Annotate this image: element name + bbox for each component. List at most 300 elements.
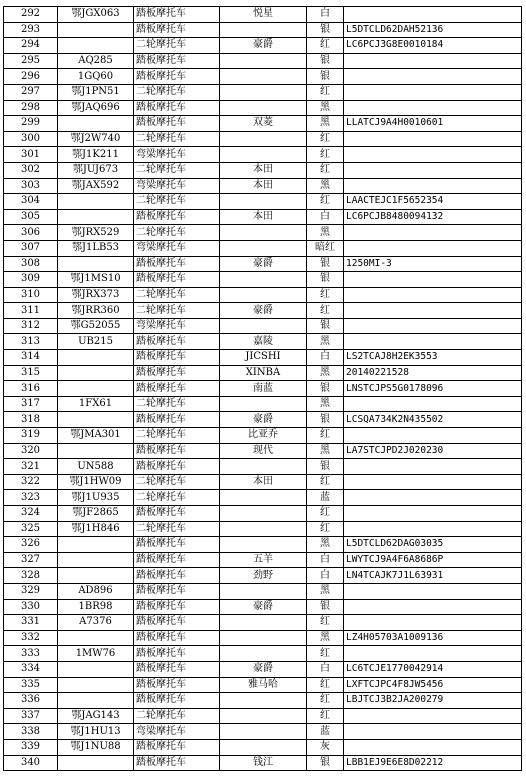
plate-number-cell: 鄂J1K211 (58, 147, 134, 163)
vehicle-type-cell: 踏板摩托车 (134, 443, 220, 459)
vin-number-cell: LAACTEJC1F5652354 (344, 194, 522, 210)
vehicle-type-cell: 二轮摩托车 (134, 225, 220, 241)
table-row (4, 225, 522, 241)
row-number-cell: 296 (4, 69, 58, 85)
brand-name-cell (220, 100, 307, 116)
plate-number-cell: 鄂JAQ696 (58, 100, 134, 116)
row-number-cell: 306 (4, 225, 58, 241)
plate-number-cell (58, 365, 134, 381)
vin-number-cell: LC6TCJE1770042914 (344, 661, 522, 677)
plate-number-cell: 鄂J1LB53 (58, 240, 134, 256)
plate-number-cell: 鄂J1MS10 (58, 272, 134, 288)
row-number-cell: 323 (4, 490, 58, 506)
plate-number-cell: 1FX61 (58, 396, 134, 412)
brand-name-cell (220, 615, 307, 631)
brand-name-cell (220, 287, 307, 303)
vehicle-type-cell: 踏板摩托车 (134, 739, 220, 755)
vehicle-color-cell: 红 (307, 84, 344, 100)
plate-number-cell (58, 661, 134, 677)
vehicle-color-cell: 银 (307, 53, 344, 69)
row-number-cell: 294 (4, 38, 58, 54)
row-number-cell: 324 (4, 506, 58, 522)
vehicle-color-cell: 黑 (307, 537, 344, 553)
row-number-cell: 292 (4, 7, 58, 23)
table-row (4, 396, 522, 412)
brand-name-cell (220, 724, 307, 740)
brand-name-cell (220, 630, 307, 646)
table-row (4, 194, 522, 210)
brand-name-cell: 豪爵 (220, 599, 307, 615)
table-row (4, 646, 522, 662)
plate-number-cell: 鄂JMA301 (58, 428, 134, 444)
row-number-cell: 316 (4, 381, 58, 397)
vehicle-type-cell: 踏板摩托车 (134, 116, 220, 132)
vehicle-color-cell: 红 (307, 506, 344, 522)
brand-name-cell (220, 537, 307, 553)
brand-name-cell: 本田 (220, 178, 307, 194)
table-row (4, 147, 522, 163)
vin-number-cell: LZ4H05703A1009136 (344, 630, 522, 646)
row-number-cell: 303 (4, 178, 58, 194)
table-row (4, 506, 522, 522)
vehicle-color-cell: 黑 (307, 225, 344, 241)
vehicle-type-cell: 二轮摩托车 (134, 287, 220, 303)
vehicle-type-cell: 弯梁摩托车 (134, 724, 220, 740)
brand-name-cell: 比亚乔 (220, 428, 307, 444)
vehicle-color-cell: 灰 (307, 739, 344, 755)
row-number-cell: 322 (4, 474, 58, 490)
vehicle-table (3, 6, 522, 771)
plate-number-cell: 1GQ60 (58, 69, 134, 85)
table-row (4, 630, 522, 646)
brand-name-cell (220, 506, 307, 522)
brand-name-cell (220, 147, 307, 163)
plate-number-cell: 鄂J1PN51 (58, 84, 134, 100)
table-row (4, 53, 522, 69)
row-number-cell: 297 (4, 84, 58, 100)
table-row (4, 677, 522, 693)
brand-name-cell: 豪爵 (220, 412, 307, 428)
vin-number-cell (344, 240, 522, 256)
vehicle-color-cell: 红 (307, 474, 344, 490)
brand-name-cell (220, 53, 307, 69)
row-number-cell: 305 (4, 209, 58, 225)
vin-number-cell: 1250MI-3 (344, 256, 522, 272)
table-row (4, 287, 522, 303)
row-number-cell: 293 (4, 22, 58, 38)
row-number-cell: 327 (4, 552, 58, 568)
plate-number-cell (58, 677, 134, 693)
vin-number-cell (344, 303, 522, 319)
plate-number-cell: UB215 (58, 334, 134, 350)
plate-number-cell: UN588 (58, 459, 134, 475)
vehicle-table-body (4, 7, 522, 771)
vehicle-type-cell: 踏板摩托车 (134, 506, 220, 522)
vehicle-color-cell: 银 (307, 256, 344, 272)
vehicle-type-cell: 踏板摩托车 (134, 615, 220, 631)
vin-number-cell: LC6PCJ3G8E0010184 (344, 38, 522, 54)
vin-number-cell: LBJTCJ3B2JA200279 (344, 693, 522, 709)
row-number-cell: 321 (4, 459, 58, 475)
row-number-cell: 329 (4, 583, 58, 599)
vin-number-cell: L5DTCLD62DAG03035 (344, 537, 522, 553)
vehicle-type-cell: 踏板摩托车 (134, 209, 220, 225)
brand-name-cell (220, 84, 307, 100)
brand-name-cell (220, 69, 307, 85)
vehicle-color-cell: 红 (307, 38, 344, 54)
vehicle-color-cell: 红 (307, 428, 344, 444)
plate-number-cell (58, 552, 134, 568)
table-row (4, 474, 522, 490)
vin-number-cell (344, 69, 522, 85)
vehicle-color-cell: 红 (307, 521, 344, 537)
plate-number-cell (58, 38, 134, 54)
vehicle-type-cell: 踏板摩托车 (134, 583, 220, 599)
row-number-cell: 302 (4, 162, 58, 178)
vehicle-color-cell: 红 (307, 693, 344, 709)
row-number-cell: 312 (4, 318, 58, 334)
vehicle-type-cell: 踏板摩托车 (134, 599, 220, 615)
brand-name-cell: 悦星 (220, 7, 307, 23)
row-number-cell: 301 (4, 147, 58, 163)
vehicle-color-cell: 红 (307, 147, 344, 163)
vehicle-type-cell: 二轮摩托车 (134, 474, 220, 490)
table-row (4, 131, 522, 147)
vehicle-color-cell: 黑 (307, 365, 344, 381)
brand-name-cell (220, 194, 307, 210)
plate-number-cell (58, 22, 134, 38)
brand-name-cell: 豪爵 (220, 38, 307, 54)
vehicle-type-cell: 二轮摩托车 (134, 38, 220, 54)
brand-name-cell: 本田 (220, 209, 307, 225)
vin-number-cell (344, 615, 522, 631)
row-number-cell: 334 (4, 661, 58, 677)
vehicle-color-cell: 暗红 (307, 240, 344, 256)
plate-number-cell: 鄂JGX063 (58, 7, 134, 23)
vehicle-type-cell: 踏板摩托车 (134, 365, 220, 381)
vin-number-cell: LCSQA734K2N435502 (344, 412, 522, 428)
row-number-cell: 333 (4, 646, 58, 662)
row-number-cell: 307 (4, 240, 58, 256)
plate-number-cell (58, 443, 134, 459)
brand-name-cell (220, 225, 307, 241)
vin-number-cell: LN4TCAJK7J1L63931 (344, 568, 522, 584)
vehicle-type-cell: 踏板摩托车 (134, 459, 220, 475)
brand-name-cell (220, 693, 307, 709)
vin-number-cell (344, 506, 522, 522)
table-row (4, 22, 522, 38)
row-number-cell: 313 (4, 334, 58, 350)
plate-number-cell: 鄂J2W740 (58, 131, 134, 147)
table-row (4, 739, 522, 755)
vin-number-cell (344, 490, 522, 506)
row-number-cell: 340 (4, 755, 58, 771)
brand-name-cell: 钱江 (220, 755, 307, 771)
table-row (4, 69, 522, 85)
vehicle-color-cell: 银 (307, 318, 344, 334)
row-number-cell: 331 (4, 615, 58, 631)
table-row (4, 162, 522, 178)
plate-number-cell (58, 381, 134, 397)
plate-number-cell: 鄂J1HW09 (58, 474, 134, 490)
brand-name-cell (220, 459, 307, 475)
vehicle-type-cell: 二轮摩托车 (134, 84, 220, 100)
vin-number-cell (344, 147, 522, 163)
row-number-cell: 311 (4, 303, 58, 319)
plate-number-cell: 鄂J1HU13 (58, 724, 134, 740)
brand-name-cell (220, 646, 307, 662)
vehicle-color-cell: 红 (307, 194, 344, 210)
table-row (4, 615, 522, 631)
vin-number-cell: LWYTCJ9A4F6A8686P (344, 552, 522, 568)
vehicle-type-cell: 踏板摩托车 (134, 272, 220, 288)
vin-number-cell (344, 162, 522, 178)
vin-number-cell (344, 100, 522, 116)
vehicle-color-cell: 黑 (307, 443, 344, 459)
brand-name-cell: 豪爵 (220, 256, 307, 272)
vehicle-color-cell: 红 (307, 615, 344, 631)
vehicle-type-cell: 二轮摩托车 (134, 396, 220, 412)
vehicle-color-cell: 银 (307, 381, 344, 397)
brand-name-cell: 南蓝 (220, 381, 307, 397)
plate-number-cell (58, 630, 134, 646)
row-number-cell: 298 (4, 100, 58, 116)
vin-number-cell (344, 334, 522, 350)
vehicle-color-cell: 银 (307, 272, 344, 288)
plate-number-cell: 鄂J1NU88 (58, 739, 134, 755)
plate-number-cell (58, 256, 134, 272)
table-row (4, 568, 522, 584)
vehicle-type-cell: 弯梁摩托车 (134, 147, 220, 163)
vin-number-cell (344, 287, 522, 303)
plate-number-cell: 鄂JF2865 (58, 506, 134, 522)
plate-number-cell (58, 693, 134, 709)
row-number-cell: 304 (4, 194, 58, 210)
brand-name-cell: 豪爵 (220, 661, 307, 677)
brand-name-cell: 本田 (220, 162, 307, 178)
plate-number-cell: A7376 (58, 615, 134, 631)
row-number-cell: 317 (4, 396, 58, 412)
vehicle-color-cell: 红 (307, 677, 344, 693)
vin-number-cell (344, 708, 522, 724)
plate-number-cell: 鄂J1H846 (58, 521, 134, 537)
vin-number-cell: L5DTCLD62DAH52136 (344, 22, 522, 38)
vehicle-type-cell: 踏板摩托车 (134, 568, 220, 584)
document-page (3, 6, 522, 771)
table-row (4, 599, 522, 615)
table-row (4, 178, 522, 194)
vin-number-cell (344, 474, 522, 490)
vin-number-cell (344, 272, 522, 288)
table-row (4, 428, 522, 444)
row-number-cell: 295 (4, 53, 58, 69)
plate-number-cell: 1BR98 (58, 599, 134, 615)
table-row (4, 490, 522, 506)
vin-number-cell (344, 84, 522, 100)
vehicle-color-cell: 黑 (307, 116, 344, 132)
table-row (4, 38, 522, 54)
row-number-cell: 339 (4, 739, 58, 755)
brand-name-cell (220, 272, 307, 288)
vehicle-color-cell: 黑 (307, 178, 344, 194)
brand-name-cell (220, 708, 307, 724)
brand-name-cell: 嘉陵 (220, 334, 307, 350)
row-number-cell: 299 (4, 116, 58, 132)
table-row (4, 693, 522, 709)
vehicle-color-cell: 红 (307, 708, 344, 724)
table-row (4, 334, 522, 350)
vehicle-type-cell: 踏板摩托车 (134, 552, 220, 568)
vehicle-color-cell: 白 (307, 209, 344, 225)
brand-name-cell: JICSHI (220, 350, 307, 366)
table-row (4, 552, 522, 568)
row-number-cell: 337 (4, 708, 58, 724)
table-row (4, 412, 522, 428)
vehicle-color-cell: 银 (307, 412, 344, 428)
brand-name-cell: 雅马哈 (220, 677, 307, 693)
brand-name-cell (220, 22, 307, 38)
vin-number-cell (344, 131, 522, 147)
vehicle-type-cell: 二轮摩托车 (134, 194, 220, 210)
table-row (4, 209, 522, 225)
vehicle-type-cell: 踏板摩托车 (134, 661, 220, 677)
vin-number-cell: LS2TCAJ8H2EK3553 (344, 350, 522, 366)
table-row (4, 755, 522, 771)
row-number-cell: 335 (4, 677, 58, 693)
row-number-cell: 330 (4, 599, 58, 615)
row-number-cell: 326 (4, 537, 58, 553)
brand-name-cell: 本田 (220, 474, 307, 490)
row-number-cell: 338 (4, 724, 58, 740)
vehicle-type-cell: 二轮摩托车 (134, 428, 220, 444)
vehicle-color-cell: 蓝 (307, 724, 344, 740)
vehicle-type-cell: 踏板摩托车 (134, 693, 220, 709)
vehicle-color-cell: 黑 (307, 396, 344, 412)
vehicle-color-cell: 红 (307, 646, 344, 662)
table-row (4, 365, 522, 381)
vehicle-color-cell: 白 (307, 7, 344, 23)
vehicle-type-cell: 踏板摩托车 (134, 412, 220, 428)
vehicle-type-cell: 踏板摩托车 (134, 537, 220, 553)
brand-name-cell (220, 521, 307, 537)
vehicle-color-cell: 黑 (307, 334, 344, 350)
table-row (4, 381, 522, 397)
vin-number-cell (344, 583, 522, 599)
vin-number-cell: LC6PCJB8480094132 (344, 209, 522, 225)
row-number-cell: 314 (4, 350, 58, 366)
vin-number-cell (344, 225, 522, 241)
vehicle-type-cell: 踏板摩托车 (134, 755, 220, 771)
plate-number-cell (58, 537, 134, 553)
plate-number-cell: AD896 (58, 583, 134, 599)
vehicle-type-cell: 踏板摩托车 (134, 69, 220, 85)
table-row (4, 7, 522, 23)
row-number-cell: 300 (4, 131, 58, 147)
vin-number-cell (344, 646, 522, 662)
vehicle-color-cell: 白 (307, 568, 344, 584)
plate-number-cell: 鄂J1U935 (58, 490, 134, 506)
vin-number-cell (344, 178, 522, 194)
vin-number-cell: 20140221528 (344, 365, 522, 381)
vin-number-cell (344, 521, 522, 537)
vehicle-type-cell: 二轮摩托车 (134, 490, 220, 506)
table-row (4, 350, 522, 366)
vehicle-type-cell: 踏板摩托车 (134, 646, 220, 662)
vehicle-color-cell: 黑 (307, 100, 344, 116)
table-row (4, 459, 522, 475)
vehicle-color-cell: 银 (307, 69, 344, 85)
table-row (4, 537, 522, 553)
vehicle-type-cell: 二轮摩托车 (134, 708, 220, 724)
vehicle-type-cell: 踏板摩托车 (134, 350, 220, 366)
plate-number-cell: 鄂JAX592 (58, 178, 134, 194)
plate-number-cell (58, 194, 134, 210)
vehicle-color-cell: 白 (307, 661, 344, 677)
vehicle-color-cell: 红 (307, 131, 344, 147)
brand-name-cell (220, 318, 307, 334)
table-row (4, 303, 522, 319)
vehicle-type-cell: 踏板摩托车 (134, 53, 220, 69)
plate-number-cell: 1MW76 (58, 646, 134, 662)
plate-number-cell: 鄂JAG143 (58, 708, 134, 724)
vin-number-cell (344, 459, 522, 475)
plate-number-cell: 鄂G52055 (58, 318, 134, 334)
vehicle-color-cell: 银 (307, 599, 344, 615)
vehicle-type-cell: 弯梁摩托车 (134, 318, 220, 334)
vehicle-type-cell: 踏板摩托车 (134, 677, 220, 693)
plate-number-cell: AQ285 (58, 53, 134, 69)
vehicle-color-cell: 红 (307, 303, 344, 319)
vehicle-type-cell: 踏板摩托车 (134, 7, 220, 23)
plate-number-cell (58, 755, 134, 771)
vin-number-cell (344, 318, 522, 334)
table-row (4, 318, 522, 334)
vin-number-cell (344, 599, 522, 615)
brand-name-cell (220, 583, 307, 599)
plate-number-cell (58, 412, 134, 428)
vin-number-cell (344, 428, 522, 444)
vehicle-color-cell: 红 (307, 287, 344, 303)
plate-number-cell (58, 568, 134, 584)
vehicle-type-cell: 弯梁摩托车 (134, 240, 220, 256)
row-number-cell: 328 (4, 568, 58, 584)
row-number-cell: 315 (4, 365, 58, 381)
vehicle-type-cell: 二轮摩托车 (134, 521, 220, 537)
vehicle-type-cell: 二轮摩托车 (134, 162, 220, 178)
vin-number-cell: LXFTCJPC4F8JW5456 (344, 677, 522, 693)
brand-name-cell: 现代 (220, 443, 307, 459)
table-row (4, 240, 522, 256)
brand-name-cell (220, 739, 307, 755)
vehicle-type-cell: 踏板摩托车 (134, 334, 220, 350)
plate-number-cell: 鄂JUJ673 (58, 162, 134, 178)
brand-name-cell (220, 490, 307, 506)
plate-number-cell (58, 350, 134, 366)
row-number-cell: 325 (4, 521, 58, 537)
row-number-cell: 332 (4, 630, 58, 646)
vehicle-color-cell: 黑 (307, 583, 344, 599)
table-row (4, 84, 522, 100)
table-row (4, 116, 522, 132)
row-number-cell: 319 (4, 428, 58, 444)
plate-number-cell: 鄂JRX373 (58, 287, 134, 303)
brand-name-cell: 双菱 (220, 116, 307, 132)
brand-name-cell: 五羊 (220, 552, 307, 568)
table-row (4, 100, 522, 116)
vin-number-cell (344, 53, 522, 69)
brand-name-cell: XINBA (220, 365, 307, 381)
vin-number-cell (344, 739, 522, 755)
